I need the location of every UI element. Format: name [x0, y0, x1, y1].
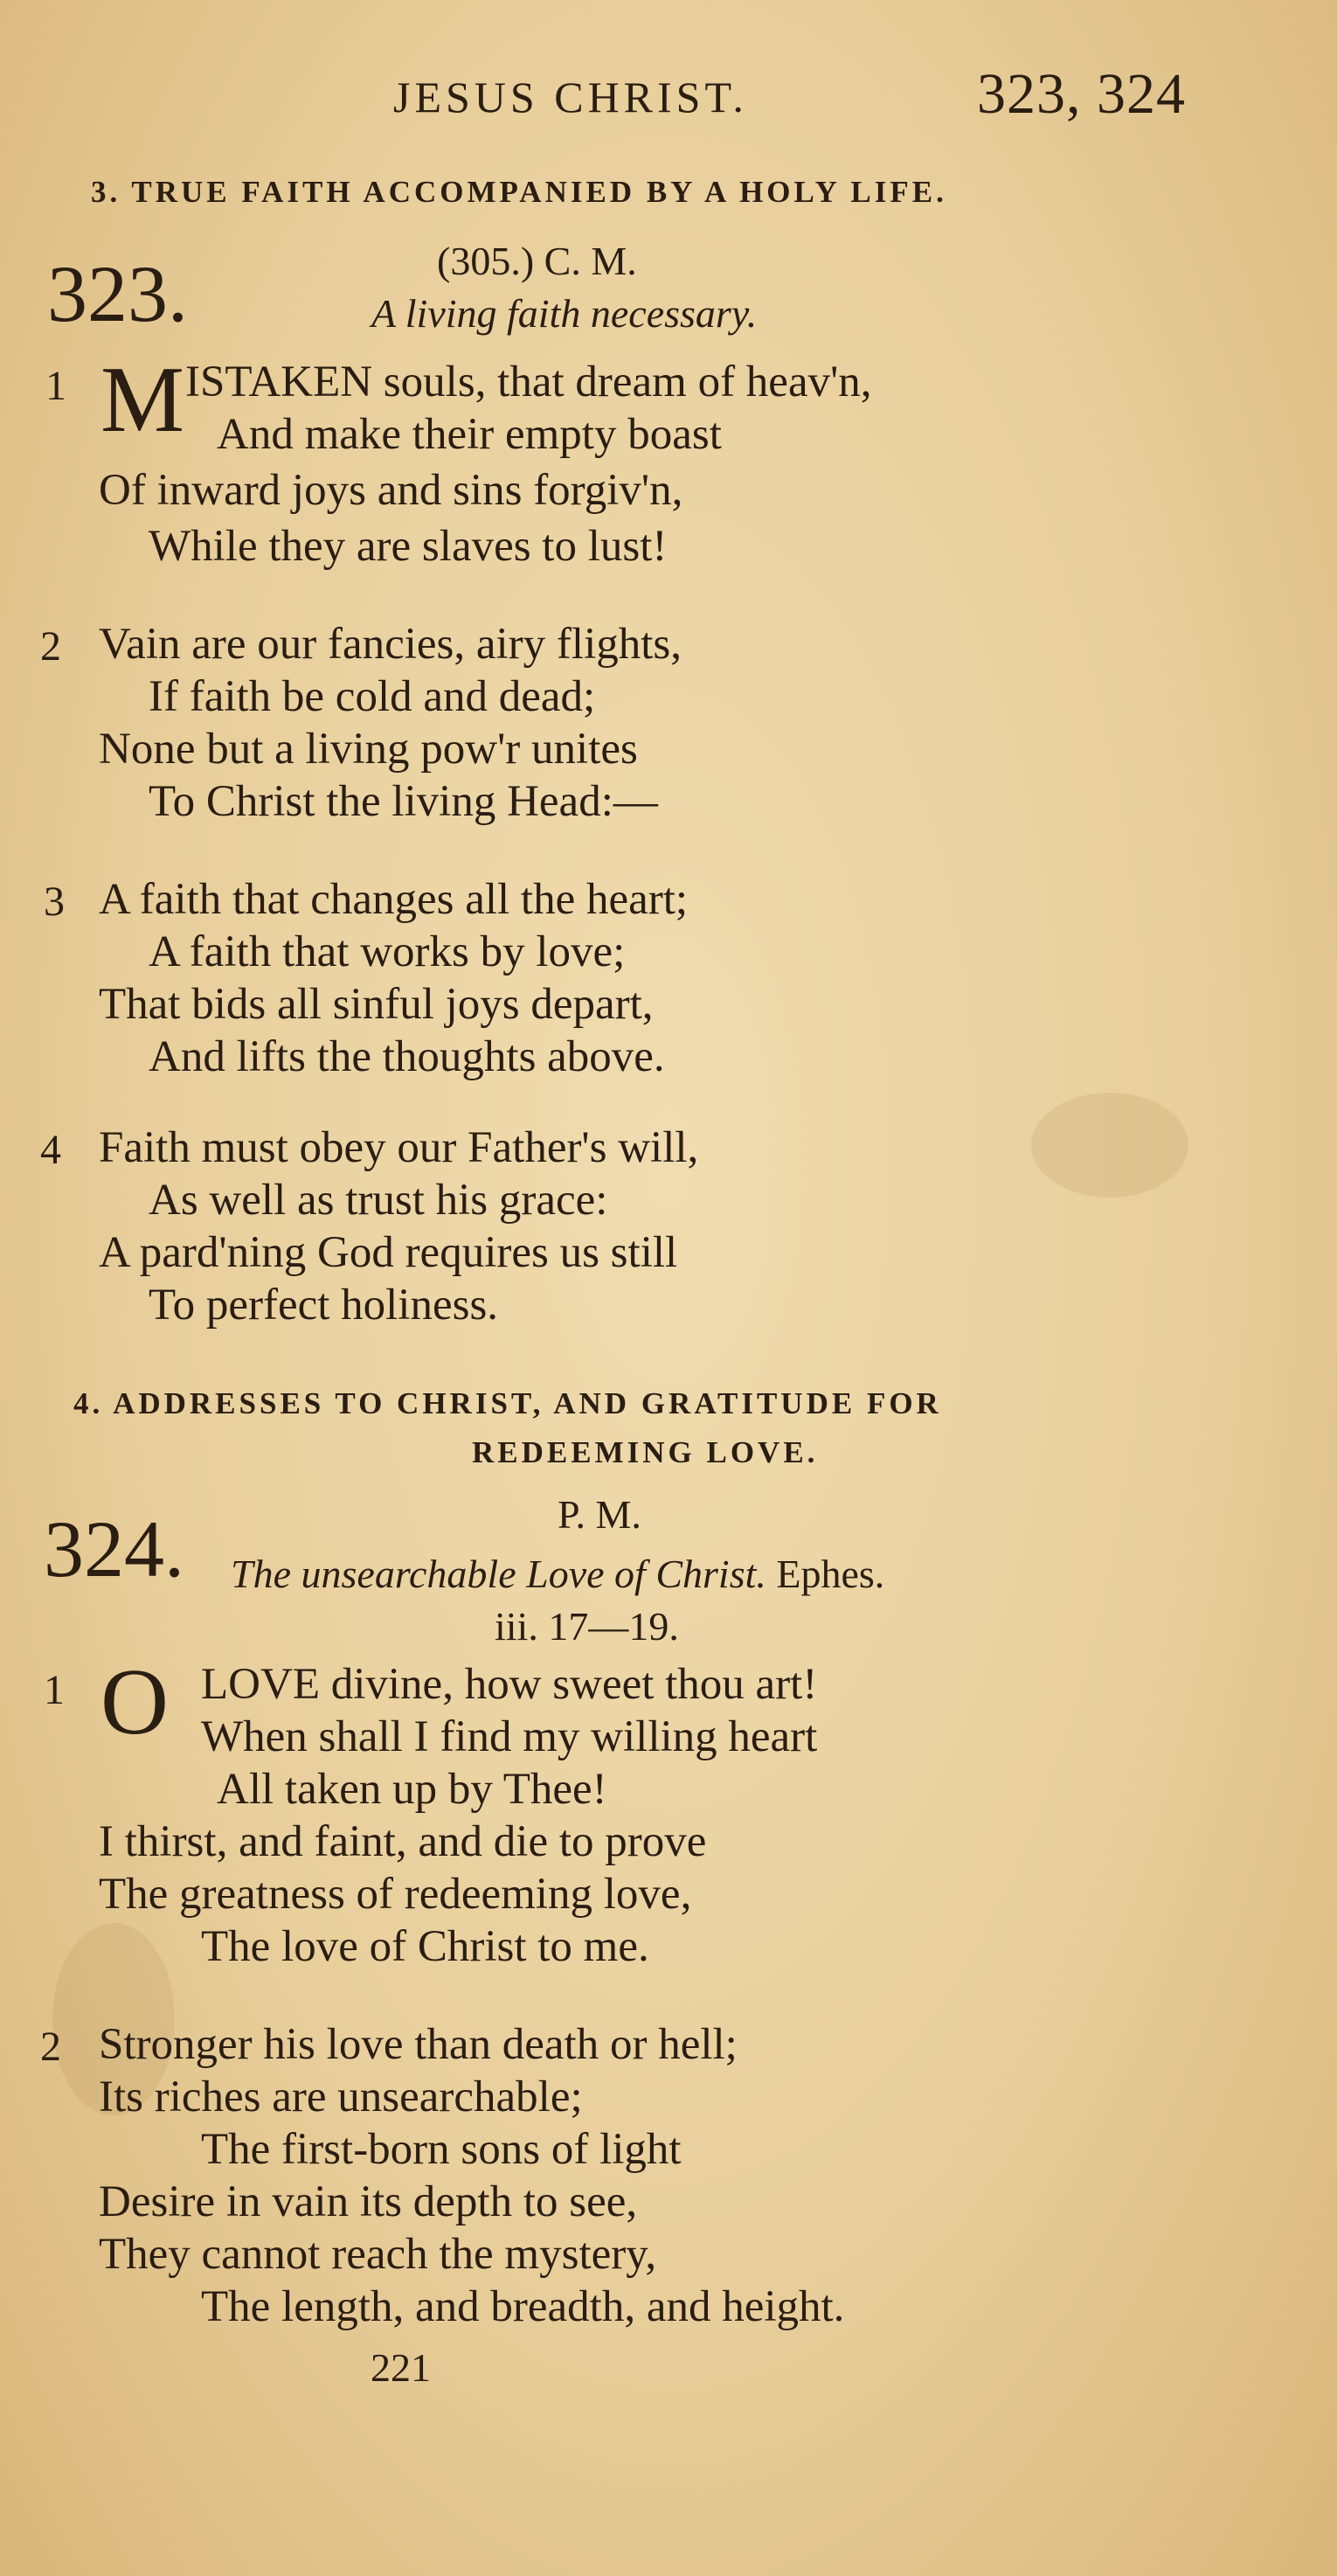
- verse-line: I thirst, and faint, and die to prove: [99, 1817, 707, 1866]
- page-folio: 221: [371, 2345, 431, 2390]
- verse-line: A faith that changes all the heart;: [99, 875, 689, 924]
- verse-number: 4: [40, 1127, 61, 1173]
- verse-line: The love of Christ to me.: [201, 1922, 649, 1971]
- verse-line: Vain are our fancies, airy flights,: [99, 620, 682, 669]
- verse-line: Faith must obey our Father's will,: [99, 1123, 699, 1172]
- verse-line: If faith be cold and dead;: [149, 672, 596, 721]
- verse-line: To Christ the living Head:—: [149, 777, 658, 826]
- verse-line: LOVE divine, how sweet thou art!: [201, 1660, 818, 1709]
- verse-number: 3: [44, 878, 65, 925]
- section-heading: 3. TRUE FAITH ACCOMPANIED BY A HOLY LIFE.: [91, 175, 947, 209]
- running-header-title: JESUS CHRIST.: [393, 73, 748, 122]
- hymn-meter: (305.) C. M.: [437, 239, 637, 283]
- section-heading: REDEEMING LOVE.: [472, 1435, 819, 1469]
- verse-number: 2: [40, 2024, 61, 2070]
- scripture-reference: iii. 17—19.: [495, 1604, 679, 1649]
- page-numbers: 323, 324: [977, 62, 1186, 126]
- verse-line: And lifts the thoughts above.: [149, 1032, 665, 1081]
- verse-line: As well as trust his grace:: [149, 1176, 608, 1225]
- verse-line: Desire in vain its depth to see,: [99, 2177, 638, 2226]
- hymn-number: 324.: [44, 1504, 184, 1594]
- hymn-meter: P. M.: [558, 1492, 641, 1537]
- verse-line: The length, and breadth, and height.: [201, 2282, 845, 2331]
- verse-line: That bids all sinful joys depart,: [99, 980, 654, 1029]
- verse-line: A faith that works by love;: [149, 927, 626, 976]
- verse-line: Of inward joys and sins forgiv'n,: [99, 466, 683, 515]
- drop-cap: M: [100, 348, 185, 452]
- verse-line: ISTAKEN souls, that dream of heav'n,: [185, 358, 872, 406]
- verse-number: 1: [45, 363, 66, 409]
- hymn-title: [231, 1551, 884, 1597]
- verse-line: None but a living pow'r unites: [99, 725, 638, 774]
- verse-line: To perfect holiness.: [149, 1281, 499, 1330]
- scripture-reference: Ephes.: [776, 1552, 885, 1596]
- verse-line: Its riches are unsearchable;: [99, 2073, 583, 2121]
- hymn-title: A living faith necessary.: [371, 291, 758, 336]
- verse-line: They cannot reach the mystery,: [99, 2230, 657, 2279]
- section-heading: 4. ADDRESSES TO CHRIST, AND GRATITUDE FOR: [73, 1386, 942, 1420]
- hymn-title-text: The unsearchable Love of Christ.: [231, 1552, 766, 1596]
- paper-stain: [1031, 1093, 1188, 1198]
- verse-line: The first-born sons of light: [201, 2125, 682, 2174]
- verse-line: Stronger his love than death or hell;: [99, 2020, 738, 2069]
- verse-line: And make their empty boast: [217, 410, 722, 459]
- drop-cap: O: [100, 1650, 169, 1754]
- verse-number: 2: [40, 623, 61, 670]
- verse-line: While they are slaves to lust!: [149, 522, 668, 571]
- hymn-number: 323.: [47, 249, 188, 338]
- verse-line: When shall I find my willing heart: [201, 1712, 818, 1761]
- verse-number: 1: [44, 1667, 65, 1713]
- verse-line: The greatness of redeeming love,: [99, 1870, 692, 1919]
- verse-line: A pard'ning God requires us still: [99, 1228, 678, 1277]
- verse-line: All taken up by Thee!: [217, 1765, 607, 1814]
